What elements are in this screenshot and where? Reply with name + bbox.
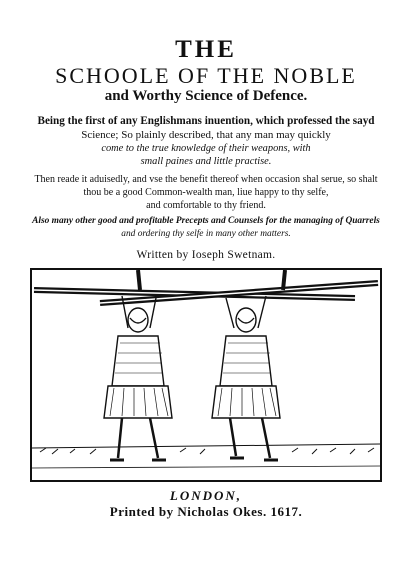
title-the: THE [175, 36, 237, 63]
description-line-5: Then reade it aduisedly, and vse the benefit thereof when occasion shal serue, so shalt [34, 174, 378, 185]
description-line-2: Science; So plainly described, that any man may quickly [81, 129, 331, 141]
description-line-3: come to the true knowledge of their weapons, with [101, 143, 311, 154]
fighter-left-figure [104, 296, 172, 460]
imprint-printer: Printed by Nicholas Okes. 1617. [109, 504, 303, 519]
staff-end-left [138, 270, 140, 290]
description-line-8: Also many other good and profitable Precepts and Counsels for the managing of Quarrels [32, 216, 380, 226]
description-line-6: thou be a good Common-wealth man, liue happy to thy selfe, [83, 187, 329, 198]
fighter-right-figure [212, 296, 280, 460]
description-line-1: Being the first of any Englishmans inuention, which professed the sayd [37, 115, 375, 127]
woodcut-frame [31, 269, 381, 481]
title-subtitle: and Worthy Science of Defence. [104, 88, 308, 104]
title-main: SCHOOLE OF THE NOBLE [55, 63, 357, 88]
woodcut-illustration [30, 268, 382, 482]
ground-hatching [32, 444, 380, 468]
imprint-place: LONDON, [169, 488, 243, 503]
author-line: Written by Ioseph Swetnam. [136, 249, 276, 261]
description-line-9: and ordering thy selfe in many other matters. [121, 229, 291, 239]
staff-end-right [283, 270, 285, 290]
description-line-4: small paines and little practise. [140, 156, 272, 167]
description-line-7: and comfortable to thy friend. [146, 200, 266, 211]
